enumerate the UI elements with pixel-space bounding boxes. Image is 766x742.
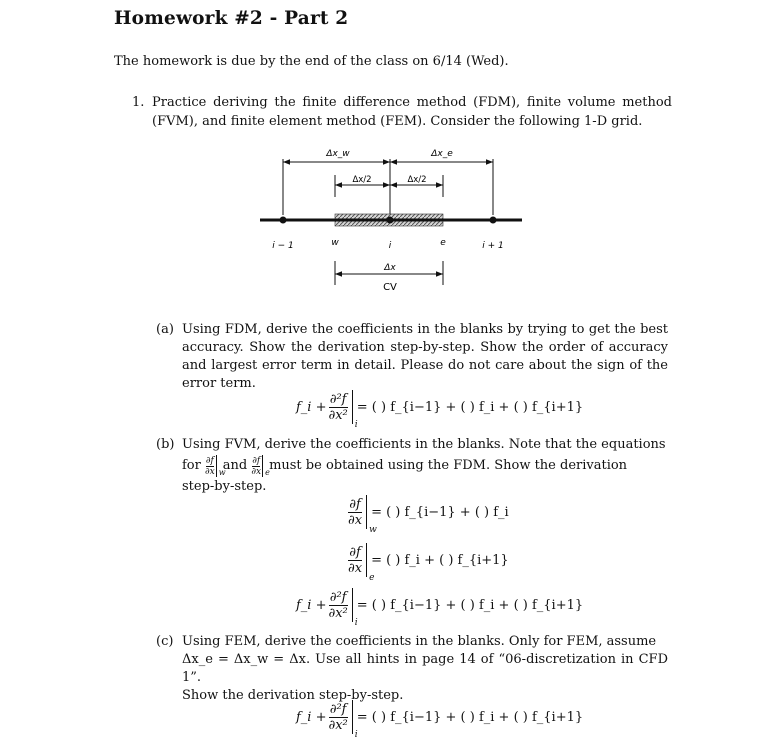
dxe-label: Δx_e <box>431 149 453 159</box>
part-b-label: (b) <box>156 437 175 452</box>
eq-c-second-derivative: $\frac{\text{∂²f}}{\text{∂x²}}$ <box>328 701 348 733</box>
label-e: e <box>440 238 446 248</box>
part-c <box>156 633 668 705</box>
eq-b3-eval-bar: i <box>352 588 353 622</box>
part-a <box>156 321 668 393</box>
eq-b2-derivative: $\frac{\partial f}{\partial x}$ <box>348 544 363 576</box>
part-a-label: (a) <box>156 322 174 337</box>
node-im1 <box>280 217 287 224</box>
problem-number: 1. <box>132 95 145 110</box>
part-b-and: and <box>222 458 248 473</box>
equation-a <box>296 390 584 430</box>
inline-bar-e: e <box>262 455 263 477</box>
eq-a-eval-bar: i <box>352 390 353 424</box>
part-c-line2: Δx_e = Δx_w = Δx. Use all hints in page 14 of “06-discretization in CFD 1”. <box>182 652 668 685</box>
part-b-line3: step-by-step. <box>182 479 267 494</box>
grid-figure <box>240 145 540 295</box>
inline-bar-w: w <box>216 455 217 477</box>
part-b <box>156 436 668 496</box>
inline-dfdx-e: $\frac{\partial f}{\partial x}$ <box>251 455 262 477</box>
inline-dfdx-w: $\frac{\partial f}{\partial x}$ <box>205 455 215 477</box>
problem-1 <box>132 93 672 131</box>
label-ip1: i + 1 <box>482 241 504 251</box>
problem-text: Practice deriving the finite difference method (FDM), finite volume method (FVM), and finite element method (FEM). Consider the following 1-D grid. <box>152 95 672 129</box>
eq-b3-rhs: = ( ) f_{i−1} + ( ) f_i + ( ) f_{i+1} <box>356 597 584 613</box>
dxw-label: Δx_w <box>326 149 350 159</box>
eq-b3-fi: f_i + <box>296 597 327 613</box>
eq-c-rhs: = ( ) f_{i−1} + ( ) f_i + ( ) f_{i+1} <box>356 709 584 725</box>
part-b-must: must be obtained using the FDM. Show the derivation <box>269 458 628 473</box>
node-i <box>387 217 394 224</box>
cv-label: CV <box>383 282 397 293</box>
half-left-label: Δx/2 <box>352 175 372 185</box>
page-title: Homework #2 - Part 2 <box>114 8 349 29</box>
part-b-line2 <box>182 454 668 478</box>
equation-b1 <box>346 495 509 535</box>
half-right-label: Δx/2 <box>407 175 427 185</box>
eq-b2-rhs: = ( ) f_i + ( ) f_{i+1} <box>371 552 509 568</box>
eq-a-fi: f_i + <box>296 399 327 415</box>
label-w: w <box>331 238 339 248</box>
eq-b1-rhs: = ( ) f_{i−1} + ( ) f_i <box>371 504 509 520</box>
dx-label: Δx <box>384 263 396 273</box>
label-im1: i − 1 <box>272 241 294 251</box>
eq-a-rhs: = ( ) f_{i−1} + ( ) f_i + ( ) f_{i+1} <box>356 399 584 415</box>
part-c-line3: Show the derivation step-by-step. <box>182 688 404 703</box>
equation-b3 <box>296 588 584 628</box>
part-c-label: (c) <box>156 634 174 649</box>
eq-b1-derivative: $\frac{\partial f}{\partial x}$ <box>348 496 363 528</box>
eq-c-fi: f_i + <box>296 709 327 725</box>
node-ip1 <box>490 217 497 224</box>
eq-b2-eval-bar: e <box>366 543 367 577</box>
eq-b1-eval-bar: w <box>366 495 367 529</box>
part-c-line1: Using FEM, derive the coefficients in the blanks. Only for FEM, assume <box>182 634 657 649</box>
part-b-for: for <box>182 458 201 473</box>
eq-a-second-derivative: $\frac{\text{∂²f}}{\text{∂x²}}$ <box>328 391 348 423</box>
eq-c-eval-bar: i <box>352 700 353 734</box>
intro-text: The homework is due by the end of the class on 6/14 (Wed). <box>114 54 509 69</box>
part-b-line1: Using FVM, derive the coefficients in the blanks. Note that the equations <box>182 437 666 452</box>
equation-c <box>296 700 584 740</box>
part-a-text: Using FDM, derive the coefficients in the blanks by trying to get the best accuracy. Show the derivation step-by-step. Show the order of accuracy and largest error term in detail. Please do not care about the sign of the error term. <box>182 322 668 391</box>
label-i: i <box>388 241 392 251</box>
equation-b2 <box>346 543 509 583</box>
eq-b3-second-derivative: $\frac{\text{∂²f}}{\text{∂x²}}$ <box>328 589 348 621</box>
